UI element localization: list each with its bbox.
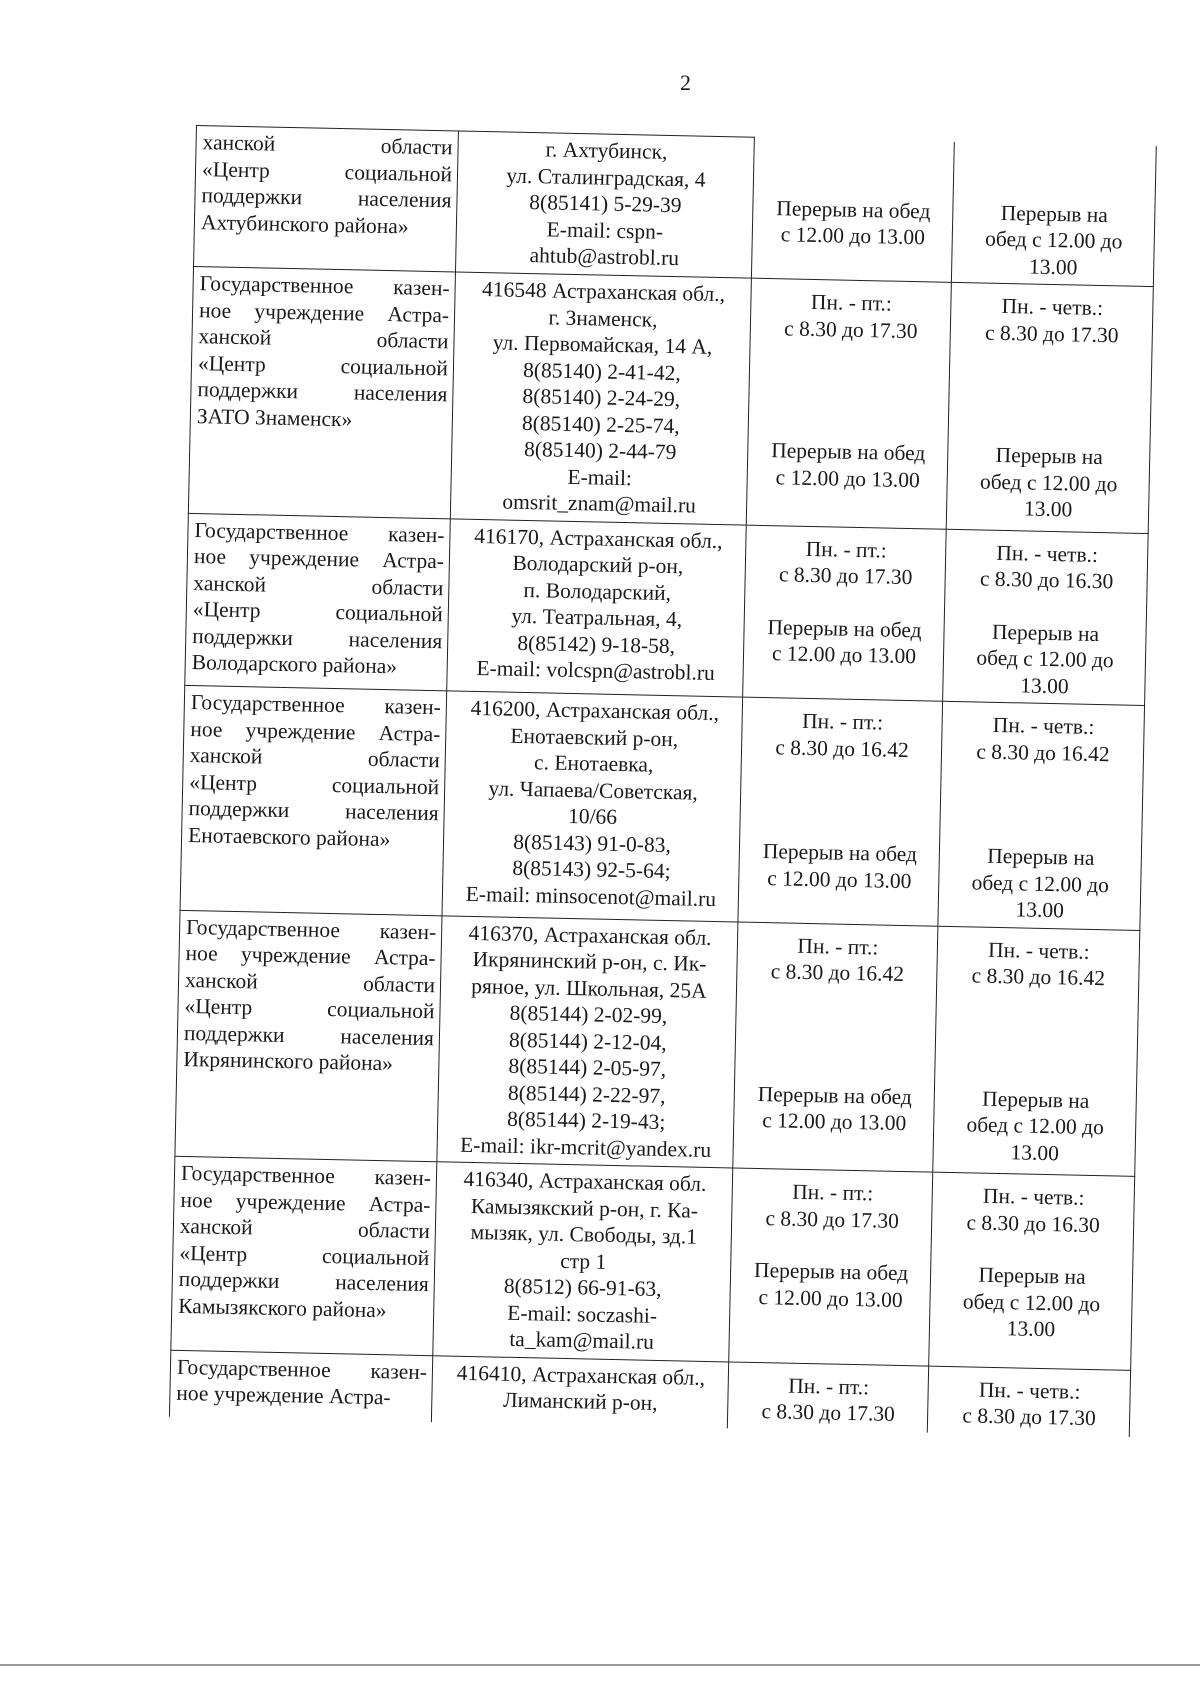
working-hours	[938, 1182, 1129, 1239]
weekday-schedule-cell	[733, 922, 938, 1173]
institution-name-cell	[169, 1350, 432, 1422]
institution-name-cell	[188, 266, 455, 518]
address-line: 8(85143) 92-5-64;	[512, 855, 671, 884]
lunch-break-line: обед с 12.00 до	[984, 226, 1123, 254]
institution-name-line: поддержки населения	[192, 623, 443, 653]
address-line: 416410, Астраханская обл.,	[456, 1360, 706, 1390]
lunch-break-line: Перерыв на	[981, 1086, 1090, 1113]
address-line: omsrit_znam@mail.ru	[502, 489, 697, 518]
lunch-break-line: обед с 12.00 до	[971, 869, 1110, 897]
address-line: 8(85144) 2-05-97,	[508, 1053, 667, 1082]
short-day-schedule-cell	[951, 141, 1156, 286]
institution-name-line: ханской области	[179, 1213, 431, 1244]
lunch-break-line: обед с 12.00 до	[979, 469, 1118, 496]
institution-name-line: ное учреждение Астра-	[190, 716, 441, 746]
lunch-break	[944, 842, 1136, 925]
address-line: 416370, Астраханская обл.	[468, 920, 712, 950]
address-line: E-mail: cspn-	[546, 216, 664, 244]
working-hours-line: с 8.30 до 16.42	[971, 963, 1106, 991]
address-line: E-mail: minsocenot@mail.ru	[465, 881, 717, 911]
working-hours-line: Пн. - пт.:	[792, 1179, 874, 1206]
table-row	[194, 126, 1157, 287]
address-contacts-cell	[431, 1355, 728, 1428]
table-row	[188, 266, 1153, 533]
working-hours-line: с 8.30 до 17.30	[765, 1205, 900, 1233]
address-contacts-cell	[450, 272, 751, 525]
institution-name-line: поддержки населения	[201, 183, 452, 213]
institution-name-line: ханской области	[193, 570, 444, 600]
institution-name-line: Икрянинского района»	[183, 1046, 394, 1076]
address-line: 416340, Астраханская обл.	[463, 1166, 707, 1196]
working-hours	[751, 534, 940, 591]
institution-name-line: ное учреждение Астра-	[198, 297, 450, 327]
table-row	[171, 1156, 1135, 1370]
lunch-break-line: обед с 12.00 до	[966, 1112, 1105, 1140]
address-line: с. Енотаевка,	[533, 750, 654, 777]
working-hours-line: Пн. - пт.:	[805, 536, 887, 563]
working-hours-line: с 8.30 до 16.42	[770, 959, 905, 987]
institution-name-line: поддержки населения	[183, 1020, 435, 1050]
institution-name-cell	[175, 910, 442, 1162]
lunch-break-line: 13.00	[1010, 1139, 1060, 1165]
working-hours	[748, 707, 937, 764]
institution-name-line: Енотаевского района»	[187, 822, 391, 851]
address-line: ahtub@astrobl.ru	[529, 243, 680, 271]
institution-name-line: «Центр социальной	[179, 1240, 430, 1270]
lunch-break-line: Перерыв на	[991, 619, 1100, 646]
working-hours	[948, 711, 1139, 768]
working-hours-line: с 8.30 до 16.30	[979, 566, 1114, 594]
address-line: 416170, Астраханская обл.,	[474, 523, 723, 553]
institution-name-line: Володарского района»	[191, 650, 398, 679]
working-hours-line: Пн. - пт.:	[801, 708, 884, 735]
lunch-break-line: с 12.00 до 13.00	[767, 865, 912, 893]
table-row	[185, 513, 1148, 706]
address-line: E-mail: ikr-mcrit@yandex.ru	[459, 1132, 712, 1162]
working-hours	[934, 1375, 1125, 1432]
address-line: 8(85140) 2-41-42,	[522, 357, 681, 385]
address-line: E-mail:	[567, 464, 633, 490]
address-line: г. Ахтубинск,	[545, 137, 668, 164]
working-hours	[738, 1178, 927, 1235]
institution-name-line: Государственное казен-	[176, 1354, 428, 1384]
institution-name-line: поддержки населения	[188, 795, 439, 826]
institution-name-line: Государственное казен-	[180, 1160, 432, 1191]
page-number: 2	[680, 70, 691, 95]
address-line: ул. Театральная, 4,	[511, 603, 683, 632]
working-hours	[957, 292, 1148, 349]
address-line: 8(85140) 2-44-79	[523, 436, 677, 465]
address-line: г. Знаменск,	[548, 304, 658, 332]
lunch-break	[740, 1080, 929, 1137]
lunch-break-line: Перерыв на обед	[776, 195, 931, 223]
short-day-schedule-cell	[938, 701, 1145, 930]
institution-name-line: ное учреждение Астра-	[176, 1380, 391, 1410]
address-line: 8(8512) 66-91-63,	[503, 1273, 662, 1302]
table-body	[169, 126, 1156, 1437]
address-line: 8(85143) 91-0-83,	[512, 829, 672, 857]
address-line: 8(85141) 5-29-39	[529, 190, 682, 218]
address-line: 8(85144) 2-02-99,	[509, 1000, 668, 1029]
institution-name-line: ханской области	[198, 324, 449, 354]
institutions-table	[169, 125, 1157, 1436]
lunch-break	[949, 617, 1141, 700]
address-line: 10/66	[567, 803, 618, 829]
address-line: Володарский р-он,	[512, 550, 684, 579]
working-hours-line: с 8.30 до 16.30	[966, 1209, 1101, 1237]
institution-name-line: «Центр социальной	[197, 350, 449, 380]
address-line: E-mail: soczashi-	[507, 1300, 658, 1328]
address-line: 8(85140) 2-24-29,	[522, 383, 681, 412]
working-hours-line: Пн. - четв.:	[996, 540, 1099, 567]
short-day-schedule-cell	[933, 926, 1140, 1177]
working-hours-line: с 8.30 до 16.42	[976, 738, 1110, 766]
lunch-break	[736, 1257, 925, 1314]
lunch-break-line: Перерыв на	[987, 843, 1095, 870]
address-contacts-cell	[433, 1162, 733, 1362]
weekday-schedule-cell	[743, 525, 947, 702]
working-hours-line: Пн. - четв.:	[978, 1377, 1081, 1404]
institution-name-line: ханской области	[184, 967, 436, 997]
institution-name-line: Ахтубинского района»	[200, 209, 409, 238]
weekday-schedule-cell	[727, 1361, 928, 1432]
institution-name-line: ЗАТО Знаменск»	[196, 403, 353, 431]
lunch-break-line: 13.00	[1015, 897, 1065, 923]
lunch-break-line: Перерыв на	[995, 442, 1104, 470]
address-line: ул. Сталинградская, 4	[506, 163, 706, 192]
address-line: Икрянинский р-он, с. Ик-	[472, 946, 707, 976]
working-hours-line: Пн. - четв.:	[1001, 293, 1104, 321]
lunch-break	[759, 194, 948, 251]
address-contacts-cell	[437, 915, 738, 1168]
lunch-break-line: 13.00	[1028, 253, 1078, 279]
lunch-break-line: с 12.00 до 13.00	[775, 464, 921, 492]
address-line: п. Володарский,	[523, 577, 672, 605]
lunch-break	[750, 613, 939, 670]
institution-name-line: ное учреждение Астра-	[185, 940, 436, 971]
address-line: 416200, Астраханская обл.,	[470, 695, 720, 726]
working-hours-line: с 8.30 до 16.42	[775, 734, 909, 762]
lunch-break	[753, 437, 942, 494]
lunch-break-line: Перерыв на обед	[753, 1257, 909, 1286]
institution-name-line: «Центр социальной	[201, 156, 453, 186]
lunch-break-line: Перерыв на обед	[762, 839, 918, 867]
institution-name-cell	[194, 126, 459, 272]
page-bottom-rule	[0, 1664, 1200, 1666]
address-line: ул. Чапаева/Советская,	[488, 775, 699, 805]
address-line: ул. Первомайская, 14 А,	[492, 330, 713, 359]
lunch-break-line: с 12.00 до 13.00	[771, 641, 917, 669]
address-contacts-cell	[442, 691, 743, 922]
lunch-break-line: 13.00	[1020, 672, 1069, 698]
working-hours-line: Пн. - четв.:	[987, 937, 1090, 964]
institution-name-line: поддержки населения	[178, 1266, 430, 1297]
institution-name-line: ханской области	[202, 130, 453, 160]
address-line: мызяк, ул. Свободы, зд.1	[470, 1219, 698, 1249]
institution-name-line: Государственное казен-	[185, 914, 437, 944]
working-hours	[743, 931, 932, 988]
lunch-break-line: Перерыв на	[978, 1262, 1086, 1289]
working-hours	[757, 288, 946, 345]
institution-name-line: «Центр социальной	[184, 993, 435, 1024]
address-line: 8(85144) 2-22-97,	[507, 1080, 666, 1108]
address-line: E-mail: volcspn@astrobl.ru	[476, 655, 716, 685]
address-contacts-cell	[455, 131, 754, 278]
address-line: Камызякский р-он, г. Ка-	[470, 1193, 699, 1223]
institution-name-line: «Центр социальной	[188, 769, 440, 799]
working-hours-line: Пн. - четв.:	[982, 1183, 1085, 1210]
institution-name-line: ное учреждение Астра-	[180, 1187, 431, 1217]
institution-name-line: Государственное казен-	[190, 690, 442, 720]
working-hours-line: Пн. - пт.:	[797, 933, 879, 959]
short-day-schedule-cell	[946, 282, 1153, 533]
address-line: Енотаевский р-он,	[510, 723, 679, 751]
institution-name-cell	[180, 685, 447, 915]
weekday-schedule-cell	[729, 1168, 933, 1366]
institution-name-line: «Центр социальной	[192, 597, 444, 627]
lunch-break-line: Перерыв на обед	[771, 438, 926, 466]
institution-name-line: Государственное казен-	[199, 271, 450, 301]
address-line: 8(85142) 9-18-58,	[517, 630, 676, 658]
working-hours-line: с 8.30 до 17.30	[783, 315, 918, 343]
address-line: 8(85140) 2-25-74,	[521, 410, 680, 438]
table-row	[175, 910, 1140, 1177]
lunch-break-line: с 12.00 до 13.00	[758, 1284, 903, 1312]
working-hours-line: с 8.30 до 17.30	[761, 1399, 896, 1426]
working-hours-line: Пн. - пт.:	[810, 289, 893, 316]
institution-name-cell	[185, 513, 451, 691]
lunch-break	[939, 1084, 1131, 1167]
institution-name-cell	[171, 1156, 437, 1355]
working-hours	[943, 935, 1134, 992]
working-hours-line: Пн. - четв.:	[992, 712, 1095, 739]
table-row	[180, 685, 1144, 930]
institution-name-line: поддержки населения	[197, 377, 448, 407]
weekday-schedule-cell	[751, 137, 954, 282]
lunch-break-line: 13.00	[1006, 1316, 1056, 1342]
lunch-break	[936, 1261, 1128, 1344]
weekday-schedule-cell	[738, 697, 943, 926]
working-hours-line: с 8.30 до 17.30	[984, 320, 1119, 347]
lunch-break-line: Перерыв на обед	[757, 1081, 913, 1109]
short-day-schedule-cell	[943, 529, 1149, 706]
short-day-schedule-cell	[927, 1366, 1130, 1437]
working-hours-line: Пн. - пт.:	[788, 1373, 870, 1399]
working-hours	[951, 538, 1142, 595]
institution-name-line: Камызякского района»	[178, 1293, 387, 1322]
lunch-break-line: с 12.00 до 13.00	[780, 222, 926, 250]
address-line: 8(85144) 2-12-04,	[508, 1027, 667, 1055]
institution-name-line: ное учреждение Астра-	[193, 544, 445, 574]
address-line: 8(85144) 2-19-43;	[506, 1106, 666, 1135]
working-hours-line: с 8.30 до 17.30	[778, 562, 913, 590]
lunch-break	[745, 838, 934, 895]
working-hours	[734, 1371, 923, 1428]
lunch-break-line: Перерыв на	[1000, 200, 1109, 227]
institution-name-line: ханской области	[189, 743, 441, 773]
lunch-break-line: 13.00	[1023, 496, 1073, 522]
lunch-break	[953, 441, 1145, 524]
lunch-break-line: обед с 12.00 до	[962, 1288, 1101, 1316]
short-day-schedule-cell	[929, 1172, 1135, 1370]
working-hours-line: с 8.30 до 17.30	[962, 1403, 1097, 1431]
weekday-schedule-cell	[746, 278, 951, 529]
institution-name-line: Государственное казен-	[194, 517, 445, 547]
address-line: ta_kam@mail.ru	[509, 1326, 655, 1354]
address-line: 416548 Астраханская обл.,	[481, 277, 726, 307]
address-line: Лиманский р-он,	[502, 1387, 658, 1415]
lunch-break-line: Перерыв на обед	[767, 614, 922, 642]
lunch-break-line: обед с 12.00 до	[976, 645, 1114, 673]
address-contacts-cell	[447, 518, 747, 697]
lunch-break-line: с 12.00 до 13.00	[761, 1108, 907, 1136]
lunch-break	[958, 199, 1150, 282]
address-line: стр 1	[560, 1248, 607, 1274]
address-line: ряное, ул. Школьная, 25А	[471, 973, 707, 1003]
